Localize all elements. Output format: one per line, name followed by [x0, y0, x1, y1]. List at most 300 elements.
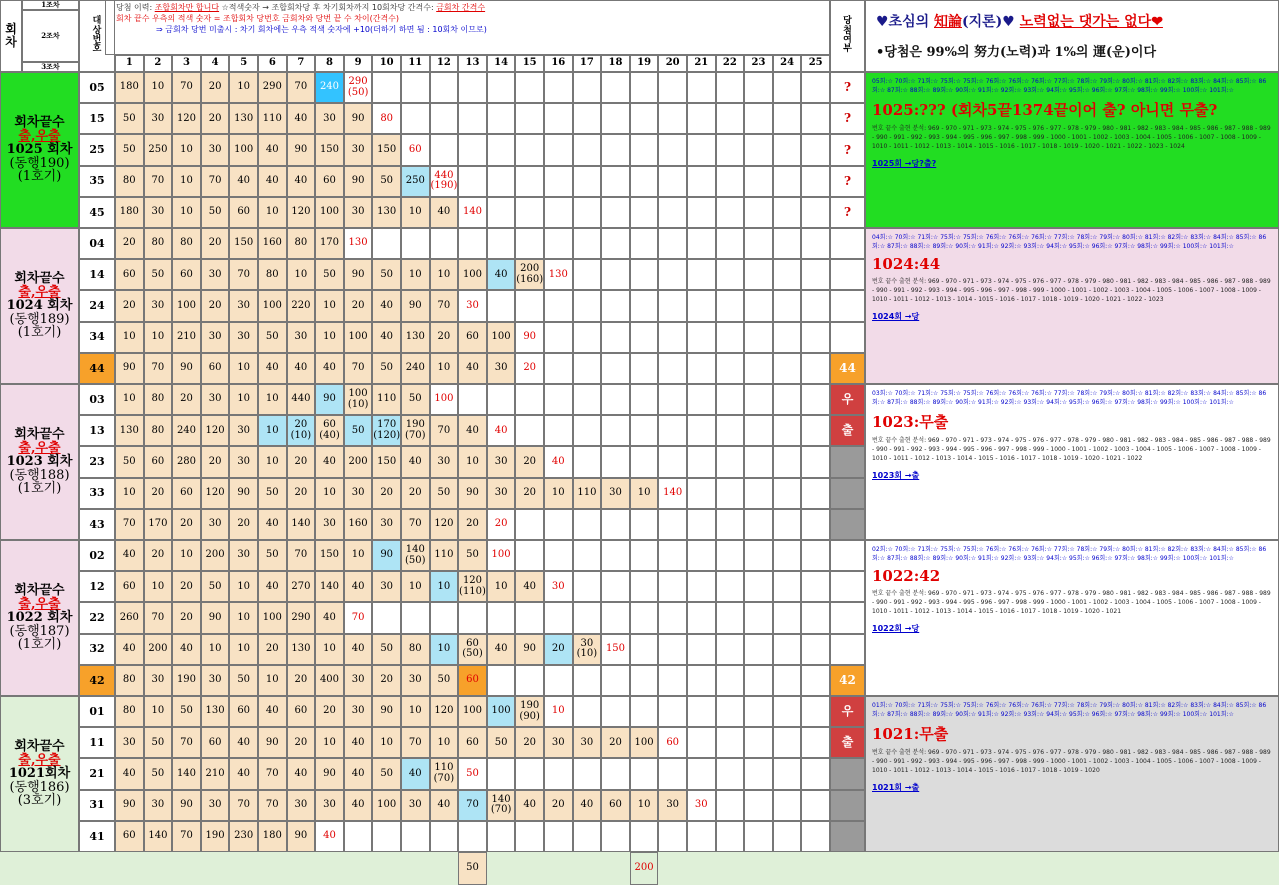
value-cell: [601, 259, 630, 290]
value-cell: [630, 665, 659, 696]
value-cell: [544, 821, 573, 852]
result-cell: ?: [830, 72, 865, 103]
value-cell: [630, 322, 659, 353]
note-result-title: 1023:무출: [872, 413, 949, 431]
value-cell: [716, 322, 745, 353]
value-cell: 140: [315, 571, 344, 602]
value-cell: [487, 228, 516, 259]
value-cell: [773, 696, 802, 727]
row-id: 12: [79, 571, 115, 602]
note-link[interactable]: 1021회 →출: [872, 783, 920, 792]
value-cell: 20: [115, 290, 144, 321]
value-cell: 30: [344, 134, 373, 165]
value-cell: 90: [115, 353, 144, 384]
value-cell: [658, 322, 687, 353]
value-cell: 170 (120): [372, 415, 401, 446]
value-cell: 40: [315, 821, 344, 852]
value-cell: 50: [372, 353, 401, 384]
round-label: [0, 72, 79, 228]
value-cell: [716, 665, 745, 696]
row-id: 32: [79, 634, 115, 665]
value-cell: [544, 509, 573, 540]
value-cell: 10: [372, 727, 401, 758]
value-cell: 30: [201, 665, 230, 696]
row-id: 21: [79, 758, 115, 789]
value-cell: [773, 571, 802, 602]
value-cell: 20: [515, 478, 544, 509]
value-cell: [601, 821, 630, 852]
value-cell: [573, 540, 602, 571]
value-cell: 80: [144, 415, 173, 446]
value-cell: 40: [487, 634, 516, 665]
value-cell: [773, 103, 802, 134]
value-cell: [630, 415, 659, 446]
value-cell: 20: [515, 727, 544, 758]
value-cell: 290: [287, 602, 316, 633]
value-cell: [744, 103, 773, 134]
sub-row-3: 3조차: [22, 62, 79, 72]
value-cell: [801, 72, 830, 103]
note-analysis-line: 번호 끝수 출현 분석: 969 - 970 - 971 - 973 - 974 - 975 - 976 - 977 - 978 - 979 - 980 - 981 - 982 - 983 - 984 - 985 - 986 - 987 - 988 - 989 - 990 - 991 - 992 - 993 - 994 - 995 - 996 - 997 - 998 - 999 - 1000 - 1001 - 1002 - 1003 - 1004 - 1005 - 1006 - 1007 - 1008 - 1009 - 1010 - 1011 - 1012 - 1013 - 1014 - 1015 - 1016 - 1017 - 1018 - 1019 - 1020 - 1021 - 1022 - 1023 - 1024: [872, 125, 1271, 150]
value-cell: 70: [258, 758, 287, 789]
value-cell: 60: [144, 446, 173, 477]
value-cell: 40: [344, 571, 373, 602]
value-cell: 30: [229, 540, 258, 571]
value-cell: 90: [258, 727, 287, 758]
value-cell: [801, 634, 830, 665]
value-cell: [716, 758, 745, 789]
value-cell: 10: [430, 571, 459, 602]
column-header: 18: [601, 55, 630, 72]
value-cell: [573, 134, 602, 165]
value-cell: 30: [573, 727, 602, 758]
value-cell: 120: [430, 696, 459, 727]
value-cell: 240: [401, 353, 430, 384]
value-cell: [801, 446, 830, 477]
value-cell: 40: [372, 322, 401, 353]
value-cell: 50: [372, 758, 401, 789]
value-cell: 60: [458, 727, 487, 758]
value-cell: 210: [201, 758, 230, 789]
round-label-line: (동행188): [9, 467, 70, 483]
value-cell: [716, 446, 745, 477]
value-cell: [744, 322, 773, 353]
value-cell: [658, 634, 687, 665]
value-cell: [601, 166, 630, 197]
value-cell: 290 (50): [344, 72, 373, 103]
value-cell: [687, 696, 716, 727]
value-cell: 10: [401, 259, 430, 290]
value-cell: 40: [115, 758, 144, 789]
value-cell: 90: [344, 259, 373, 290]
value-cell: [573, 228, 602, 259]
value-cell: [658, 696, 687, 727]
value-cell: 200: [201, 540, 230, 571]
value-cell: [401, 103, 430, 134]
value-cell: 10: [315, 322, 344, 353]
value-cell: 60: [315, 166, 344, 197]
value-cell: [716, 790, 745, 821]
value-cell: 20 (10): [287, 415, 316, 446]
value-cell: 90: [344, 166, 373, 197]
value-cell: [601, 509, 630, 540]
result-cell: 42: [830, 665, 865, 696]
value-cell: 60: [115, 821, 144, 852]
value-cell: 40: [515, 571, 544, 602]
value-cell: [601, 446, 630, 477]
value-cell: [716, 228, 745, 259]
value-cell: 50: [487, 727, 516, 758]
value-cell: [801, 134, 830, 165]
value-cell: 280: [172, 446, 201, 477]
value-cell: 30: [144, 665, 173, 696]
value-cell: 30: [144, 197, 173, 228]
value-cell: 50: [372, 166, 401, 197]
value-cell: 240: [315, 72, 344, 103]
value-cell: 50: [372, 259, 401, 290]
value-cell: 10: [258, 197, 287, 228]
value-cell: 20: [258, 634, 287, 665]
value-cell: [573, 72, 602, 103]
value-cell: 10: [201, 634, 230, 665]
value-cell: 70: [172, 821, 201, 852]
value-cell: 10: [172, 197, 201, 228]
value-cell: 130: [344, 228, 373, 259]
value-cell: 110: [258, 103, 287, 134]
round-label-line: 회차끝수: [14, 738, 65, 754]
value-cell: [687, 758, 716, 789]
value-cell: 30: [144, 103, 173, 134]
value-cell: 180: [115, 72, 144, 103]
value-cell: [687, 665, 716, 696]
value-cell: 90: [172, 790, 201, 821]
value-cell: 60: [172, 478, 201, 509]
value-cell: 70: [287, 72, 316, 103]
value-cell: [716, 353, 745, 384]
value-cell: 40: [344, 634, 373, 665]
value-cell: [773, 384, 802, 415]
row-id: 13: [79, 415, 115, 446]
value-cell: [658, 758, 687, 789]
value-cell: 100: [229, 134, 258, 165]
value-cell: 10: [315, 727, 344, 758]
value-cell: 30: [287, 790, 316, 821]
row-id: 41: [79, 821, 115, 852]
note-link[interactable]: 1025회 →당?출?: [872, 159, 937, 168]
value-cell: 40: [430, 790, 459, 821]
value-cell: [744, 290, 773, 321]
value-cell: [372, 821, 401, 852]
value-cell: [630, 259, 659, 290]
value-cell: [658, 665, 687, 696]
column-header: 6: [258, 55, 287, 72]
value-cell: [630, 134, 659, 165]
value-cell: [716, 415, 745, 446]
value-cell: 20: [458, 509, 487, 540]
value-cell: 60: [229, 197, 258, 228]
value-cell: 250: [401, 166, 430, 197]
value-cell: 250: [144, 134, 173, 165]
value-cell: [487, 72, 516, 103]
value-cell: 130: [229, 103, 258, 134]
value-cell: 90: [372, 540, 401, 571]
value-cell: [430, 134, 459, 165]
result-cell: [830, 290, 865, 321]
value-cell: 10: [229, 72, 258, 103]
note-history-line: 03회:☆ 70회:☆ 71회:☆ 75회:☆ 75회:☆ 76회:☆ 76회:☆ 76회:☆ 77회:☆ 78회:☆ 79회:☆ 80회:☆ 81회:☆ 82회:☆ 83회:☆ 84회:☆ 85회:☆ 86회:☆ 87회:☆ 88회:☆ 89회:☆ 90회:☆ 91회:☆ 92회:☆ 93회:☆ 94회:☆ 95회:☆ 96회:☆ 97회:☆ 98회:☆ 99회:☆ 100회:☆ 101회:☆: [872, 390, 1267, 406]
value-cell: 210: [172, 322, 201, 353]
value-cell: 10: [144, 322, 173, 353]
value-cell: [744, 821, 773, 852]
value-cell: [658, 446, 687, 477]
result-cell: [830, 259, 865, 290]
value-cell: 90: [344, 103, 373, 134]
value-cell: 80: [172, 228, 201, 259]
value-cell: [515, 415, 544, 446]
value-cell: 60: [115, 259, 144, 290]
value-cell: [744, 727, 773, 758]
value-cell: [630, 758, 659, 789]
value-cell: 90: [458, 478, 487, 509]
column-header: 10: [372, 55, 401, 72]
value-cell: 60: [229, 696, 258, 727]
value-cell: 90: [287, 821, 316, 852]
value-cell: 110 (70): [430, 758, 459, 789]
result-cell: ?: [830, 166, 865, 197]
value-cell: [601, 415, 630, 446]
value-cell: 10: [144, 696, 173, 727]
value-cell: [801, 665, 830, 696]
value-cell: [401, 821, 430, 852]
partial-value: 50: [458, 852, 487, 885]
value-cell: [658, 509, 687, 540]
value-cell: 50: [258, 322, 287, 353]
value-cell: 100: [630, 727, 659, 758]
value-cell: 100: [487, 696, 516, 727]
value-cell: 30: [115, 727, 144, 758]
result-cell: 출: [830, 415, 865, 446]
value-cell: 10: [229, 571, 258, 602]
value-cell: [744, 478, 773, 509]
value-cell: [687, 228, 716, 259]
value-cell: [801, 571, 830, 602]
value-cell: 40: [287, 166, 316, 197]
value-cell: [487, 665, 516, 696]
value-cell: 10: [315, 634, 344, 665]
value-cell: 20: [544, 790, 573, 821]
column-header: 9: [344, 55, 373, 72]
value-cell: [515, 384, 544, 415]
value-cell: 40: [258, 353, 287, 384]
value-cell: 20: [229, 509, 258, 540]
value-cell: [687, 72, 716, 103]
value-cell: [773, 821, 802, 852]
value-cell: 130: [544, 259, 573, 290]
value-cell: 30: [201, 259, 230, 290]
value-cell: 10: [144, 571, 173, 602]
value-cell: [744, 696, 773, 727]
value-cell: [773, 166, 802, 197]
value-cell: 230: [229, 821, 258, 852]
value-cell: [744, 415, 773, 446]
value-cell: 160: [258, 228, 287, 259]
value-cell: [687, 259, 716, 290]
value-cell: 220: [287, 290, 316, 321]
value-cell: 60: [287, 696, 316, 727]
result-cell: 우: [830, 696, 865, 727]
value-cell: [401, 228, 430, 259]
value-cell: [687, 290, 716, 321]
value-cell: [544, 384, 573, 415]
value-cell: [601, 602, 630, 633]
value-cell: 40: [287, 103, 316, 134]
value-cell: 10: [144, 72, 173, 103]
value-cell: [601, 696, 630, 727]
value-cell: 70: [144, 166, 173, 197]
value-cell: [573, 259, 602, 290]
value-cell: [573, 197, 602, 228]
value-cell: [458, 72, 487, 103]
value-cell: [601, 665, 630, 696]
value-cell: 60: [601, 790, 630, 821]
value-cell: [658, 103, 687, 134]
value-cell: [458, 134, 487, 165]
value-cell: [658, 134, 687, 165]
note-link[interactable]: 1024회 →당: [872, 312, 920, 321]
value-cell: [744, 446, 773, 477]
value-cell: 60: [458, 322, 487, 353]
value-cell: 70: [401, 509, 430, 540]
sub-row-2: 2조차: [22, 10, 79, 62]
value-cell: [487, 134, 516, 165]
value-cell: [515, 197, 544, 228]
round-label-line: (동행189): [9, 311, 70, 327]
value-cell: 10: [258, 665, 287, 696]
value-cell: [744, 634, 773, 665]
value-cell: 30: [601, 478, 630, 509]
value-cell: 10: [315, 290, 344, 321]
value-cell: 50: [458, 758, 487, 789]
value-cell: 30: [201, 384, 230, 415]
column-header: 25: [801, 55, 830, 72]
value-cell: 30: [144, 790, 173, 821]
note-link[interactable]: 1022회 →당: [872, 624, 920, 633]
value-cell: 200: [344, 446, 373, 477]
value-cell: 80: [401, 634, 430, 665]
value-cell: 30: [658, 790, 687, 821]
value-cell: 20: [287, 446, 316, 477]
value-cell: 100: [344, 322, 373, 353]
value-cell: [515, 821, 544, 852]
value-cell: [573, 571, 602, 602]
value-cell: 150: [372, 134, 401, 165]
value-cell: [801, 509, 830, 540]
value-cell: 40: [115, 540, 144, 571]
value-cell: 100 (10): [344, 384, 373, 415]
value-cell: 40: [401, 758, 430, 789]
row-id: 31: [79, 790, 115, 821]
value-cell: 20: [172, 571, 201, 602]
value-cell: 20: [515, 353, 544, 384]
round-label-line: 회차끝수: [14, 582, 65, 598]
value-cell: 100: [315, 197, 344, 228]
column-header: 4: [201, 55, 230, 72]
value-cell: 20: [201, 446, 230, 477]
value-cell: [515, 166, 544, 197]
row-id: 45: [79, 197, 115, 228]
round-note: [865, 72, 1279, 228]
value-cell: 50: [201, 571, 230, 602]
value-cell: 80: [144, 384, 173, 415]
value-cell: 20: [344, 290, 373, 321]
result-cell: ?: [830, 197, 865, 228]
value-cell: 150: [315, 540, 344, 571]
value-cell: 120: [172, 103, 201, 134]
value-cell: 40: [172, 634, 201, 665]
value-cell: 20: [201, 72, 230, 103]
value-cell: 10: [630, 478, 659, 509]
result-cell: [830, 790, 865, 821]
value-cell: [458, 602, 487, 633]
value-cell: [458, 103, 487, 134]
value-cell: 30: [315, 103, 344, 134]
value-cell: [458, 166, 487, 197]
row-id: 34: [79, 322, 115, 353]
value-cell: [658, 228, 687, 259]
value-cell: [544, 415, 573, 446]
value-cell: 50: [372, 634, 401, 665]
value-cell: 400: [315, 665, 344, 696]
value-cell: 70: [115, 509, 144, 540]
result-cell: [830, 446, 865, 477]
note-history-line: 02회:☆ 70회:☆ 71회:☆ 75회:☆ 75회:☆ 76회:☆ 76회:☆ 76회:☆ 77회:☆ 78회:☆ 79회:☆ 80회:☆ 81회:☆ 82회:☆ 83회:☆ 84회:☆ 85회:☆ 86회:☆ 87회:☆ 88회:☆ 89회:☆ 90회:☆ 91회:☆ 92회:☆ 93회:☆ 94회:☆ 95회:☆ 96회:☆ 97회:☆ 98회:☆ 99회:☆ 100회:☆ 101회:☆: [872, 546, 1267, 562]
value-cell: 80: [144, 228, 173, 259]
value-cell: 30: [344, 478, 373, 509]
value-cell: 60 (40): [315, 415, 344, 446]
note-link[interactable]: 1023회 →출: [872, 471, 920, 480]
value-cell: 440: [287, 384, 316, 415]
value-cell: [716, 384, 745, 415]
value-cell: [630, 353, 659, 384]
value-cell: 40: [258, 509, 287, 540]
value-cell: [601, 540, 630, 571]
column-header: 2: [144, 55, 173, 72]
value-cell: 270: [287, 571, 316, 602]
value-cell: 100: [458, 259, 487, 290]
value-cell: 140 (70): [487, 790, 516, 821]
value-cell: 30: [201, 790, 230, 821]
value-cell: [773, 727, 802, 758]
value-cell: 70: [144, 602, 173, 633]
value-cell: 40: [487, 259, 516, 290]
column-header: 20: [658, 55, 687, 72]
value-cell: 20: [201, 228, 230, 259]
value-cell: [573, 446, 602, 477]
value-cell: [630, 166, 659, 197]
result-cell: [830, 821, 865, 852]
round-header: 회 차: [0, 0, 22, 72]
value-cell: 120: [201, 478, 230, 509]
value-cell: 40: [258, 166, 287, 197]
value-cell: [487, 197, 516, 228]
value-cell: [801, 322, 830, 353]
value-cell: 10: [229, 353, 258, 384]
value-cell: 70: [201, 166, 230, 197]
value-cell: 140: [287, 509, 316, 540]
value-cell: 70: [401, 727, 430, 758]
value-cell: 20: [201, 103, 230, 134]
value-cell: [430, 821, 459, 852]
